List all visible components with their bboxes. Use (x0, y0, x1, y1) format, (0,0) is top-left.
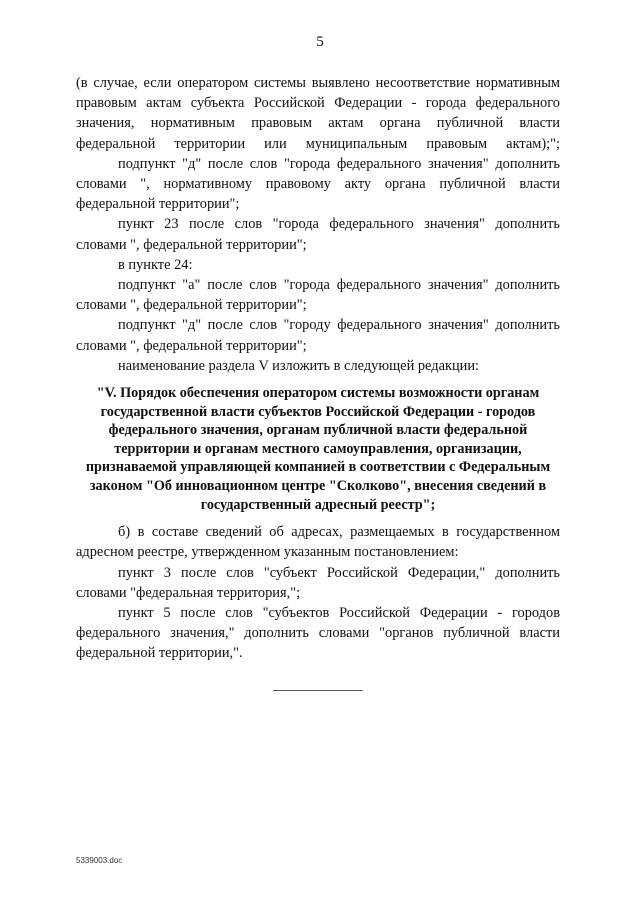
section-heading: "V. Порядок обеспечения оператором системы возможности органам государственной власти субъектов Российской Федерации - городов федерального значения, органам публичной власти федеральной территории и органам местного самоуправления, организации, признаваемой управляющей компанией в соответствии с Федеральным законом "Об инновационном центре "Сколково", внесения сведений в государственный адресный реестр"; (85, 385, 551, 513)
paragraph-7: наименование раздела V изложить в следующей редакции: (118, 357, 480, 374)
document-body (76, 73, 560, 664)
paragraph-10: пункт 5 после слов "субъектов Российской Федерации - городов федерального значения," дополнить словами "органов публичной власти федеральной территории,". (76, 605, 560, 662)
paragraph-4: в пункте 24: (118, 256, 193, 273)
paragraph-9: пункт 3 после слов "субъект Российской Федерации," дополнить словами "федеральная территория,"; (76, 564, 560, 601)
paragraph-8: б) в составе сведений об адресах, размещаемых в государственном адресном реестре, утвержденном указанным постановлением: (76, 524, 560, 561)
paragraph-5: подпункт "а" после слов "города федерального значения" дополнить словами ", федеральной территории"; (76, 277, 560, 314)
paragraph-3: пункт 23 после слов "города федерального значения" дополнить словами ", федеральной территории"; (76, 216, 560, 253)
paragraph-1: (в случае, если оператором системы выявлено несоответствие нормативным правовым актам субъекта Российской Федерации - города федерального значения, нормативным правовым актам органа публичной власти федеральной территории или муниципальным правовым актам);"; (76, 75, 560, 152)
paragraph-2: подпункт "д" после слов "города федерального значения" дополнить словами ", нормативному правовому акту органа публичной власти федеральной территории"; (76, 155, 560, 213)
document-file-code: 5339003.doc (76, 856, 123, 865)
paragraph-6: подпункт "д" после слов "городу федерального значения" дополнить словами ", федеральной территории"; (76, 317, 560, 354)
end-separator-line (273, 690, 363, 691)
page-number: 5 (316, 34, 324, 50)
